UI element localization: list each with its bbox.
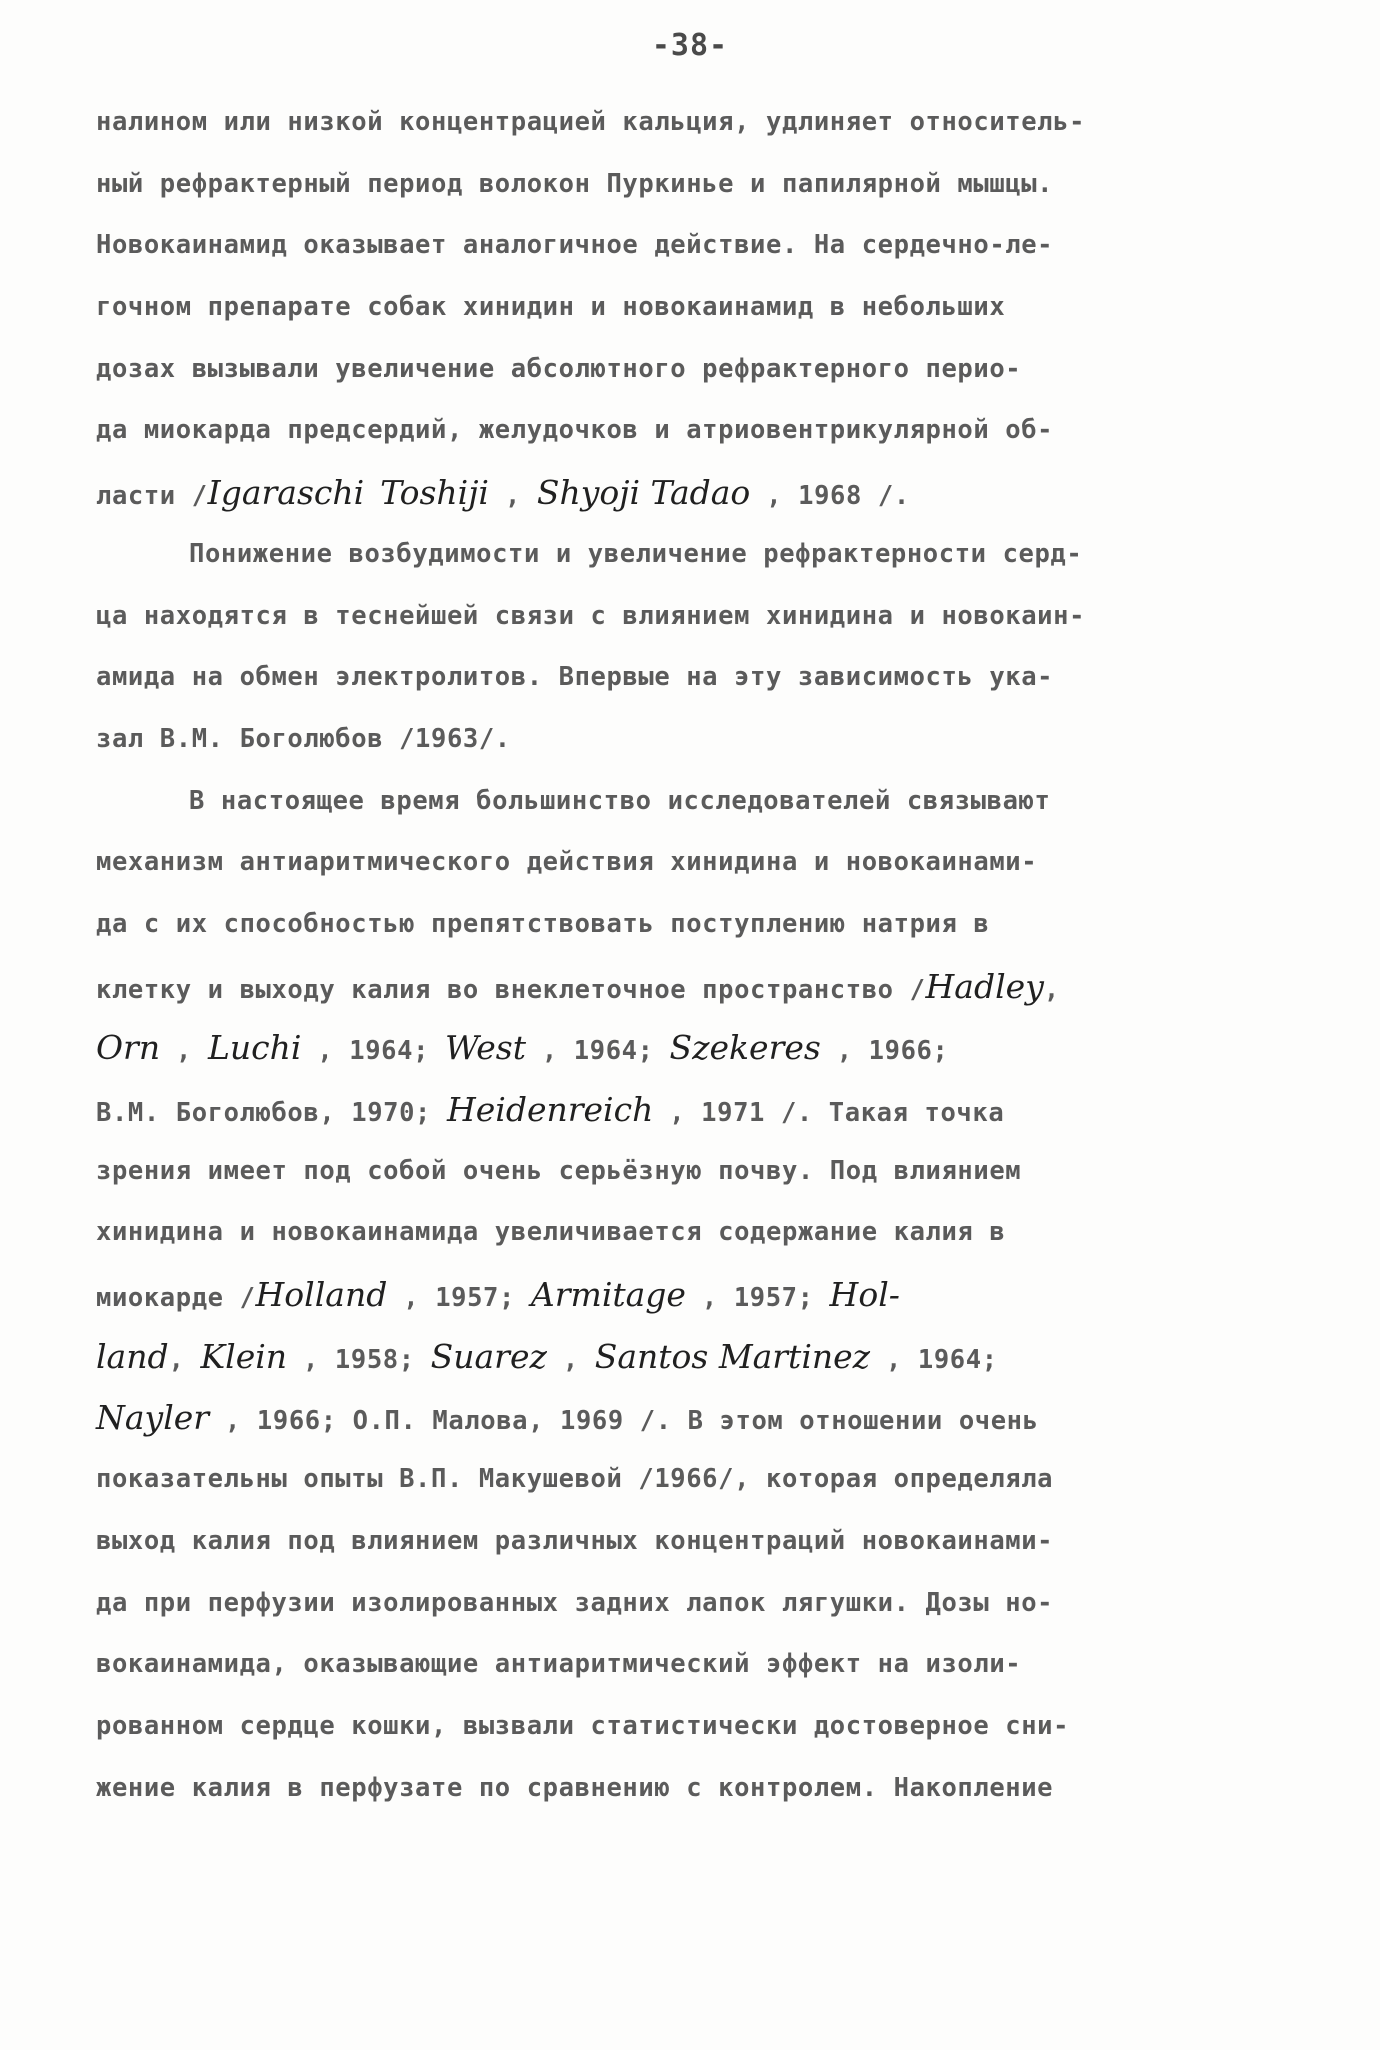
handwritten-name: Armitage: [530, 1275, 686, 1315]
typed-text: клетку и выходу калия во внеклеточное пространство /: [96, 974, 926, 1005]
text-line: [96, 339, 1306, 401]
typed-text: вокаинамида, оказывающие антиаритмический эффект на изоли-: [96, 1649, 1022, 1680]
typed-text: налином или низкой концентрацией кальция, удлиняет относитель-: [96, 107, 1086, 137]
typed-text: хинидина и новокаинамида увеличивается содержание калия в: [96, 1217, 1006, 1248]
typed-text: , 1957;: [387, 1283, 531, 1314]
text-line: [96, 1696, 1306, 1758]
typed-text: ,: [489, 481, 537, 512]
text-line: [96, 586, 1306, 648]
typed-text: , 1964;: [870, 1344, 998, 1375]
typed-text: Понижение возбудимости и увеличение рефрактерности серд-: [189, 538, 1083, 569]
typed-text: ,: [168, 1344, 201, 1375]
text-line: [96, 215, 1306, 277]
typed-text: выход калия под влиянием различных концентраций новокаинами-: [96, 1525, 1054, 1556]
handwritten-name: land: [96, 1336, 169, 1376]
typed-text: жение калия в перфузате по сравнению с контролем. Накопление: [96, 1772, 1054, 1803]
typed-text: В.М. Боголюбов, 1970;: [96, 1098, 447, 1128]
text-line: [96, 1511, 1306, 1573]
typed-text: , 1966; О.П. Малова, 1969 /. В этом отношении очень: [209, 1406, 1039, 1437]
typed-text: амида на обмен электролитов. Впервые на эту зависимость ука-: [96, 662, 1054, 693]
typed-text: миокарде /: [96, 1283, 256, 1314]
text-line: [96, 277, 1306, 339]
typed-text: ,: [546, 1344, 595, 1375]
text-line: [96, 154, 1306, 216]
typed-text: зрения имеет под собой очень серьёзную почву. Под влиянием: [96, 1155, 1022, 1186]
handwritten-name: Luchi: [207, 1028, 302, 1068]
typed-text: показательны опыты В.П. Макушевой /1966/, которая определяла: [96, 1464, 1054, 1495]
handwritten-name: Heidenreich: [446, 1090, 654, 1129]
typed-text: да миокарда предсердий, желудочков и атриовентрикулярной об-: [96, 415, 1054, 446]
typed-text: [364, 481, 380, 511]
typed-text: гочном препарате собак хинидин и новокаинамид в небольших: [96, 292, 1006, 323]
handwritten-name: Nayler: [96, 1398, 210, 1438]
handwritten-name: Klein: [200, 1336, 288, 1376]
typed-text: , 1966;: [820, 1036, 949, 1067]
typed-text: ный рефрактерный период волокон Пуркинье и папилярной мышцы.: [96, 168, 1054, 199]
text-line: [96, 524, 1306, 586]
typed-text: , 1957;: [685, 1283, 830, 1314]
text-line: [96, 1326, 1306, 1388]
text-line: [96, 400, 1306, 462]
handwritten-name: West: [445, 1028, 526, 1068]
text-line: [96, 92, 1306, 154]
text-line: [96, 1449, 1306, 1511]
text-line: [96, 894, 1306, 956]
typed-text: рованном сердце кошки, вызвали статистически достоверное сни-: [96, 1710, 1070, 1741]
text-line: [96, 1141, 1306, 1203]
handwritten-name: Igaraschi: [207, 473, 365, 513]
handwritten-name: Toshiji: [380, 473, 489, 513]
text-line: [96, 956, 1306, 1018]
typed-text: ца находятся в теснейшей связи с влиянием хинидина и новокаин-: [96, 600, 1086, 631]
text-line: [96, 1264, 1306, 1326]
body-text: [96, 92, 1306, 1819]
text-line: [96, 1634, 1306, 1696]
typed-text: , 1968 /.: [750, 481, 910, 512]
handwritten-name: Orn: [96, 1028, 161, 1068]
text-line: [96, 709, 1306, 771]
typed-text: , 1971 /. Такая точка: [653, 1098, 1005, 1128]
typed-text: Новокаинамид оказывает аналогичное действие. На сердечно-ле-: [96, 230, 1054, 261]
text-line: [96, 771, 1306, 833]
typed-text: механизм антиаритмического действия хинидина и новокаинами-: [96, 847, 1038, 878]
text-line: [96, 1758, 1306, 1820]
handwritten-name: Hadley: [925, 966, 1044, 1006]
typed-text: , 1958;: [287, 1344, 431, 1375]
typed-text: ,: [160, 1036, 208, 1067]
typed-text: , 1964;: [301, 1036, 445, 1067]
text-line: [96, 832, 1306, 894]
handwritten-name: Shyoji Tadao: [536, 473, 751, 513]
typed-text: дозах вызывали увеличение абсолютного рефрактерного перио-: [96, 353, 1022, 384]
handwritten-name: Santos Martinez: [594, 1336, 871, 1376]
page-number: -38-: [651, 28, 729, 63]
handwritten-name: Hol-: [829, 1275, 900, 1315]
text-line: [96, 1202, 1306, 1264]
typed-text: , 1964;: [525, 1036, 670, 1067]
text-line: [96, 1079, 1306, 1141]
typed-text: В настоящее время большинство исследователей связывают: [189, 785, 1051, 816]
typed-text: ласти /: [96, 481, 208, 512]
text-line: [96, 462, 1306, 524]
typed-text: да при перфузии изолированных задних лапок лягушки. Дозы но-: [96, 1587, 1054, 1618]
handwritten-name: Suarez: [430, 1336, 547, 1376]
typed-text: ,: [1043, 974, 1060, 1005]
text-line: [96, 1387, 1306, 1449]
typed-text: зал В.М. Боголюбов /1963/.: [96, 723, 511, 754]
text-line: [96, 647, 1306, 709]
text-line: [96, 1573, 1306, 1635]
text-line: [96, 1017, 1306, 1079]
typed-text: да с их способностью препятствовать поступлению натрия в: [96, 908, 990, 939]
handwritten-name: Szekeres: [669, 1028, 821, 1068]
handwritten-name: Holland: [255, 1275, 388, 1315]
